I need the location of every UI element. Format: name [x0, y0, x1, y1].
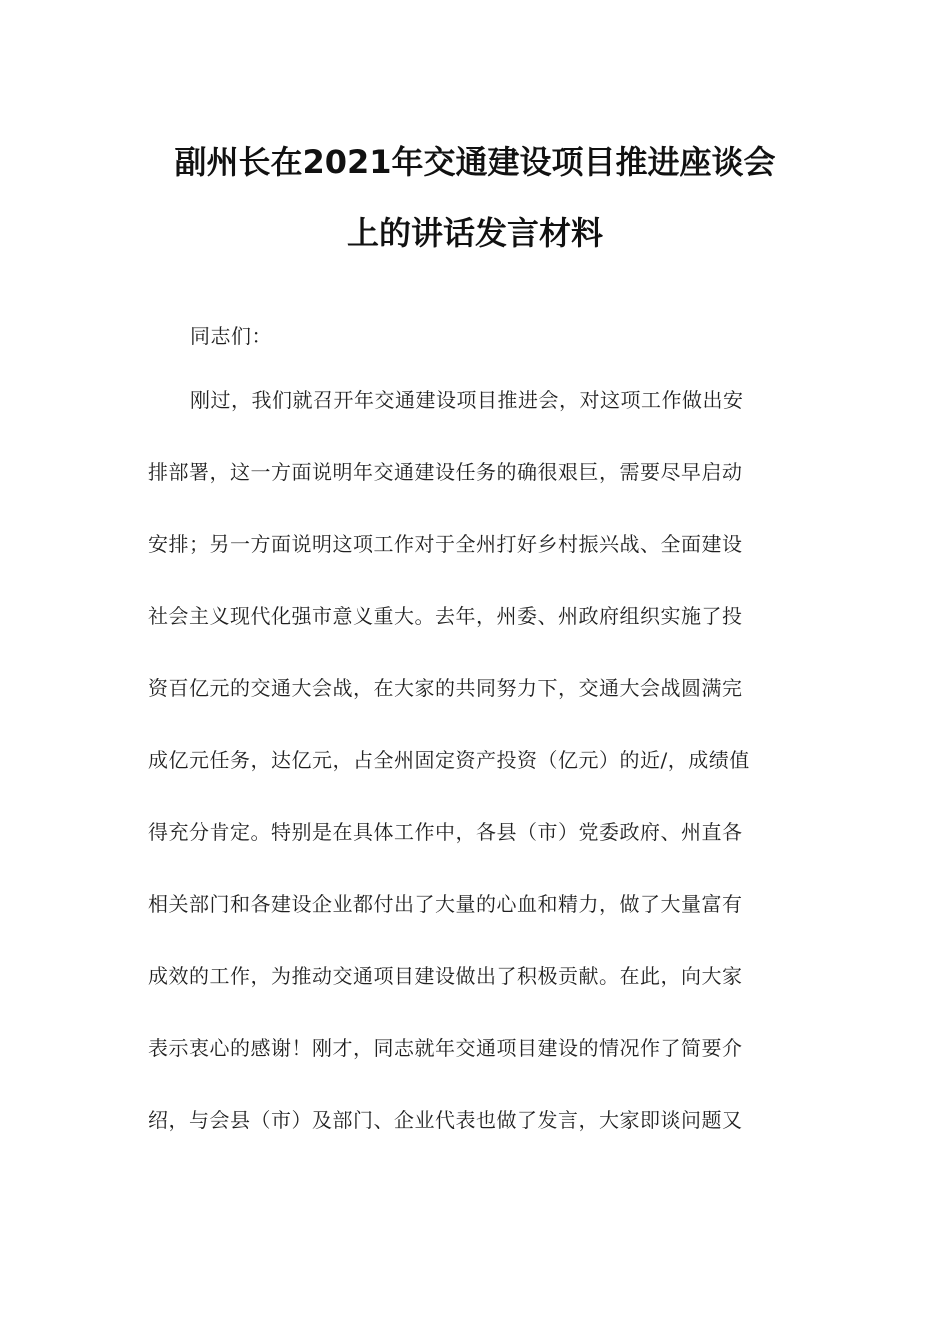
paragraph-line: 成亿元任务，达亿元，占全州固定资产投资（亿元）的近/，成绩值: [148, 748, 750, 772]
paragraph-line: 成效的工作，为推动交通项目建设做出了积极贡献。在此，向大家: [148, 964, 743, 988]
paragraph-line: 刚过，我们就召开年交通建设项目推进会，对这项工作做出安: [190, 388, 744, 412]
paragraph-line: 表示衷心的感谢！刚才，同志就年交通项目建设的情况作了简要介: [148, 1036, 743, 1060]
document-title-line-2: 上的讲话发言材料: [346, 214, 603, 252]
paragraph-line: 得充分肯定。特别是在具体工作中，各县（市）党委政府、州直各: [148, 820, 743, 844]
paragraph-line: 资百亿元的交通大会战，在大家的共同努力下，交通大会战圆满完: [148, 676, 743, 700]
salutation: 同志们：: [190, 324, 272, 348]
paragraph-line: 排部署，这一方面说明年交通建设任务的确很艰巨，需要尽早启动: [148, 460, 743, 484]
paragraph-line: 社会主义现代化强市意义重大。去年，州委、州政府组织实施了投: [148, 604, 743, 628]
paragraph-line: 绍，与会县（市）及部门、企业代表也做了发言，大家即谈问题又: [148, 1108, 743, 1132]
paragraph-line: 相关部门和各建设企业都付出了大量的心血和精力，做了大量富有: [148, 892, 743, 916]
document-title-line-1: 副州长在2021年交通建设项目推进座谈会: [174, 143, 776, 181]
paragraph-line: 安排；另一方面说明这项工作对于全州打好乡村振兴战、全面建设: [148, 532, 743, 556]
